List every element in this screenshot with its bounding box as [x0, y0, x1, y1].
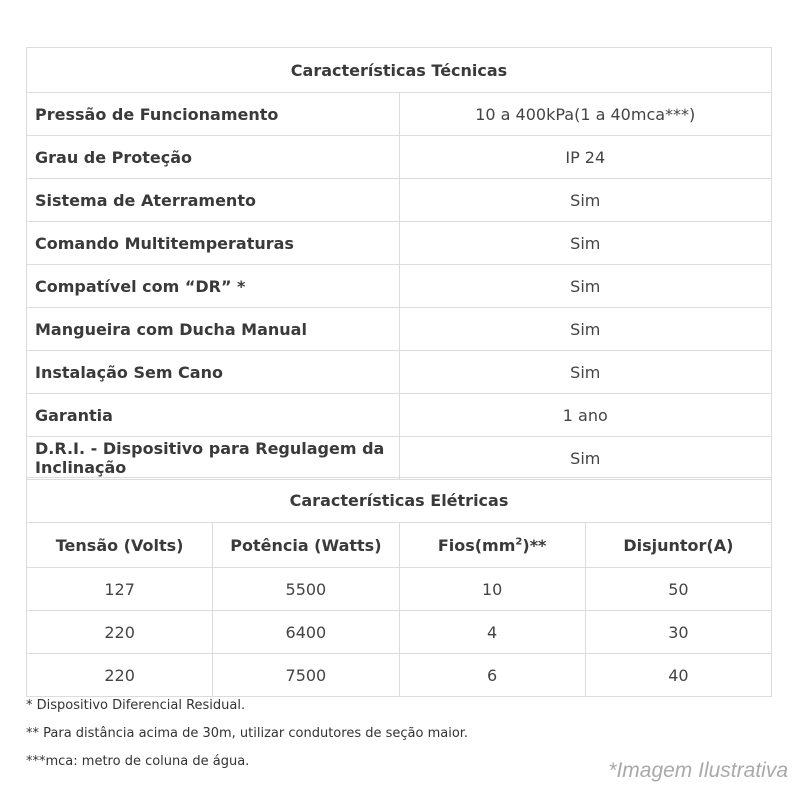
table-header-row [27, 48, 772, 93]
table-row [27, 394, 772, 437]
voltage-cell: 220 [27, 611, 213, 654]
electrical-specs-table [26, 477, 772, 697]
spec-label: D.R.I. - Dispositivo para Regulagem da Inclinação [27, 437, 400, 480]
spec-label: Compatível com “DR” * [27, 265, 400, 308]
voltage-cell: 220 [27, 654, 213, 697]
spec-value: IP 24 [399, 136, 772, 179]
wires-cell: 4 [399, 611, 585, 654]
spec-label: Garantia [27, 394, 400, 437]
spec-value: Sim [399, 351, 772, 394]
wires-cell: 10 [399, 568, 585, 611]
spec-value: 10 a 400kPa(1 a 40mca***) [399, 93, 772, 136]
table-row [27, 308, 772, 351]
table-row [27, 611, 772, 654]
spec-value: 1 ano [399, 394, 772, 437]
breaker-cell: 50 [585, 568, 771, 611]
table-row [27, 654, 772, 697]
breaker-cell: 30 [585, 611, 771, 654]
footnote: ***mca: metro de coluna de água. [26, 754, 250, 769]
table-row [27, 136, 772, 179]
table-row [27, 265, 772, 308]
power-cell: 5500 [213, 568, 399, 611]
table-row [27, 93, 772, 136]
technical-specs-table [26, 47, 772, 480]
footnotes [26, 692, 468, 776]
footnote: * Dispositivo Diferencial Residual. [26, 698, 246, 713]
wires-header-prefix: Fios(mm [437, 535, 516, 555]
table-row [27, 437, 772, 480]
column-header-power: Potência (Watts) [213, 523, 399, 568]
spec-value: Sim [399, 222, 772, 265]
column-header-wires [399, 523, 585, 568]
column-header-row [27, 523, 772, 568]
spec-value: Sim [399, 308, 772, 351]
spec-label: Comando Multitemperaturas [27, 222, 400, 265]
illustrative-image-watermark: *Imagem Ilustrativa [608, 759, 788, 782]
column-header-voltage: Tensão (Volts) [27, 523, 213, 568]
table-row [27, 179, 772, 222]
spec-label: Grau de Proteção [27, 136, 400, 179]
spec-value: Sim [399, 265, 772, 308]
spec-label: Pressão de Funcionamento [27, 93, 400, 136]
power-cell: 6400 [213, 611, 399, 654]
table-row [27, 568, 772, 611]
voltage-cell: 127 [27, 568, 213, 611]
breaker-cell: 40 [585, 654, 771, 697]
wires-header-superscript: 2 [515, 536, 523, 548]
spec-value: Sim [399, 179, 772, 222]
wires-header-suffix: )** [522, 535, 547, 555]
footnote: ** Para distância acima de 30m, utilizar condutores de seção maior. [26, 726, 469, 741]
column-header-breaker: Disjuntor(A) [585, 523, 771, 568]
spec-label: Mangueira com Ducha Manual [27, 308, 400, 351]
table-row [27, 222, 772, 265]
wires-cell: 6 [399, 654, 585, 697]
spec-value: Sim [399, 437, 772, 480]
table-header-row [27, 478, 772, 523]
power-cell: 7500 [213, 654, 399, 697]
spec-label: Instalação Sem Cano [27, 351, 400, 394]
spec-label: Sistema de Aterramento [27, 179, 400, 222]
electrical-specs-title: Características Elétricas [27, 478, 772, 523]
table-row [27, 351, 772, 394]
technical-specs-title: Características Técnicas [27, 48, 772, 93]
